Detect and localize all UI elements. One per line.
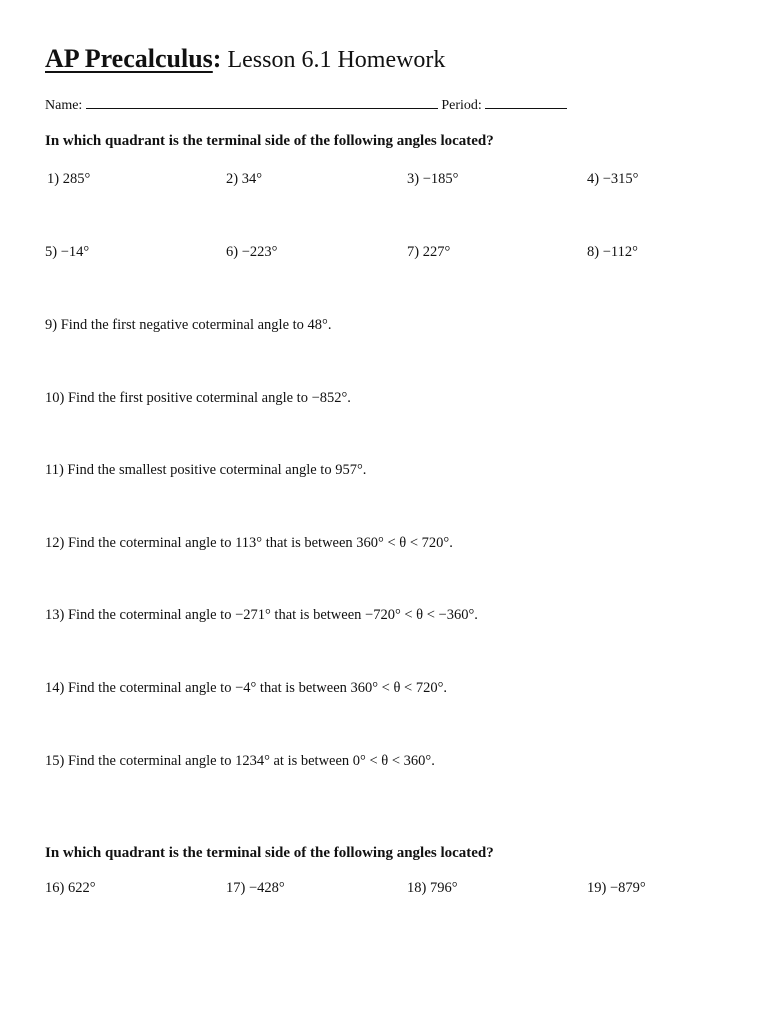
problem-8: 8) −112° <box>587 244 638 260</box>
problem-18: 18) 796° <box>407 880 458 896</box>
problem-17: 17) −428° <box>226 880 285 896</box>
problem-1: 1) 285° <box>47 171 91 187</box>
problem-14: 14) Find the coterminal angle to −4° that is between 360° < θ < 720°. <box>45 680 448 696</box>
problem-4: 4) −315° <box>587 171 639 187</box>
problem-3: 3) −185° <box>407 171 459 187</box>
problem-16: 16) 622° <box>45 880 96 896</box>
period-label: Period: <box>441 98 482 113</box>
problem-11: 11) Find the smallest positive coterminal angle to 957°. <box>45 462 367 478</box>
problem-10: 10) Find the first positive coterminal angle to −852°. <box>45 390 351 406</box>
problem-6: 6) −223° <box>226 244 278 260</box>
problem-7: 7) 227° <box>407 244 451 260</box>
period-field[interactable] <box>485 96 567 109</box>
problem-2: 2) 34° <box>226 171 263 187</box>
name-label: Name: <box>45 98 83 113</box>
problem-9: 9) Find the first negative coterminal angle to 48°. <box>45 317 332 333</box>
problem-15: 15) Find the coterminal angle to 1234° at is between 0° < θ < 360°. <box>45 753 435 769</box>
problem-12: 12) Find the coterminal angle to 113° that is between 360° < θ < 720°. <box>45 535 453 551</box>
course-name: AP Precalculus <box>45 44 213 73</box>
page-title <box>45 44 445 74</box>
name-period-row <box>45 96 567 114</box>
title-colon: : <box>212 44 222 73</box>
section1-heading: In which quadrant is the terminal side of the following angles located? <box>45 133 494 149</box>
problem-13: 13) Find the coterminal angle to −271° that is between −720° < θ < −360°. <box>45 607 478 623</box>
problem-5: 5) −14° <box>45 244 90 260</box>
name-field[interactable] <box>86 96 438 109</box>
lesson-title: Lesson 6.1 Homework <box>221 47 446 73</box>
section2-heading: In which quadrant is the terminal side of the following angles located? <box>45 845 494 861</box>
problem-19: 19) −879° <box>587 880 646 896</box>
